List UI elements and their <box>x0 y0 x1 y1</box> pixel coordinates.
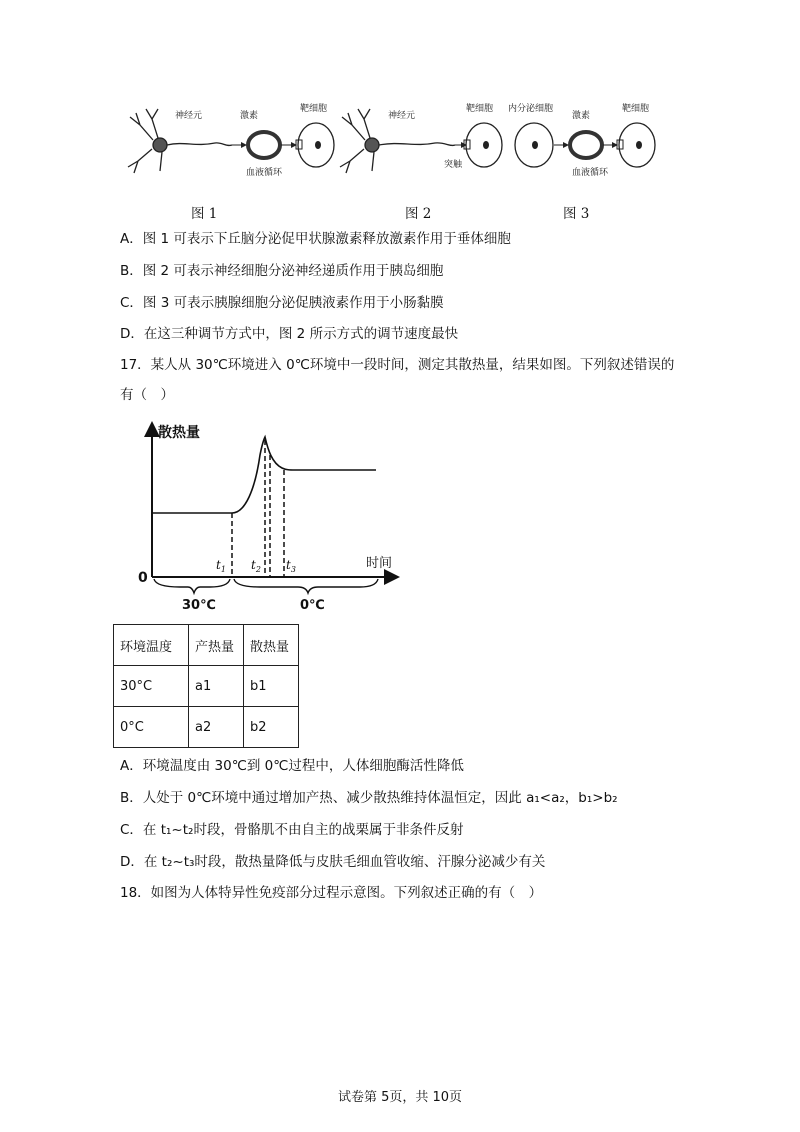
table-header-cell: 散热量 <box>244 625 299 666</box>
brace-0c <box>234 579 378 593</box>
endocrine-label-3: 内分泌细胞 <box>508 104 554 114</box>
hormone-vessel-1 <box>248 132 280 158</box>
table-header-cell: 产热量 <box>189 625 244 666</box>
target-label-2: 靶细胞 <box>466 104 494 114</box>
neuron-label-2: 神经元 <box>388 111 416 121</box>
regulation-diagrams <box>0 95 800 185</box>
target-label-1: 靶细胞 <box>300 104 328 114</box>
page-footer: 试卷第 5页，共 10页 <box>337 1090 463 1105</box>
series-line <box>152 437 376 513</box>
figure-3-caption: 图 3 <box>563 206 590 222</box>
circulation-label-3: 血液循环 <box>572 168 609 178</box>
x-axis-label: 时间 <box>366 556 393 571</box>
synapse-label-2: 突触 <box>444 160 463 170</box>
q18-stem: 18．如图为人体特异性免疫部分过程示意图。下列叙述正确的有（ ） <box>120 885 543 901</box>
hormone-vessel-3 <box>570 132 602 158</box>
table-cell: 30°C <box>114 666 189 707</box>
q17-option-a: A．环境温度由 30℃到 0℃过程中，人体细胞酶活性降低 <box>120 758 464 774</box>
t1-label: $t_1$ <box>216 558 226 574</box>
table-cell: b1 <box>244 666 299 707</box>
figure-3 <box>508 102 655 178</box>
table-header-row <box>114 625 299 666</box>
origin-label: 0 <box>138 570 148 586</box>
temperature-heat-table <box>113 624 299 748</box>
neuron-label-1: 神经元 <box>175 111 203 121</box>
q16-option-a: A．图 1 可表示下丘脑分泌促甲状腺激素释放激素作用于垂体细胞 <box>120 231 511 247</box>
table-cell: a2 <box>189 707 244 748</box>
brace-30c <box>154 579 230 593</box>
table-cell: 0°C <box>114 707 189 748</box>
phase-label-0c: 0℃ <box>300 598 325 613</box>
hormone-label-3: 激素 <box>572 111 591 121</box>
q17-option-c: C．在 t₁~t₂时段，骨骼肌不由自主的战栗属于非条件反射 <box>120 822 464 838</box>
q17-option-d: D．在 t₂~t₃时段，散热量降低与皮肤毛细血管收缩、汗腺分泌减少有关 <box>120 854 546 870</box>
table-header-cell: 环境温度 <box>114 625 189 666</box>
q16-option-c: C．图 3 可表示胰腺细胞分泌促胰液素作用于小肠黏膜 <box>120 295 444 311</box>
table-cell: b2 <box>244 707 299 748</box>
figure-2 <box>340 102 502 173</box>
figure-1 <box>128 102 334 178</box>
t2-label: $t_2$ <box>251 558 261 574</box>
figure-1-caption: 图 1 <box>191 206 218 222</box>
t3-label: $t_3$ <box>286 558 296 574</box>
figure-2-caption: 图 2 <box>405 206 432 222</box>
heat-dissipation-chart <box>120 415 420 620</box>
circulation-label-1: 血液循环 <box>246 168 283 178</box>
q17-stem-line2: 有（ ） <box>120 387 174 403</box>
table-row <box>114 707 299 748</box>
q16-option-d: D．在这三种调节方式中，图 2 所示方式的调节速度最快 <box>120 326 459 342</box>
q16-option-b: B．图 2 可表示神经细胞分泌神经递质作用于胰岛细胞 <box>120 263 444 279</box>
phase-label-30c: 30℃ <box>182 598 216 613</box>
y-axis-label: 散热量 <box>158 425 200 441</box>
target-label-3: 靶细胞 <box>622 104 650 114</box>
q17-option-b: B．人处于 0℃环境中通过增加产热、减少散热维持体温恒定，因此 a₁<a₂，b₁>b₂ <box>120 790 618 806</box>
table-cell: a1 <box>189 666 244 707</box>
table-row <box>114 666 299 707</box>
q17-stem-line1: 17．某人从 30℃环境进入 0℃环境中一段时间，测定其散热量，结果如图。下列叙述错误的 <box>120 357 675 373</box>
hormone-label-1: 激素 <box>240 111 259 121</box>
